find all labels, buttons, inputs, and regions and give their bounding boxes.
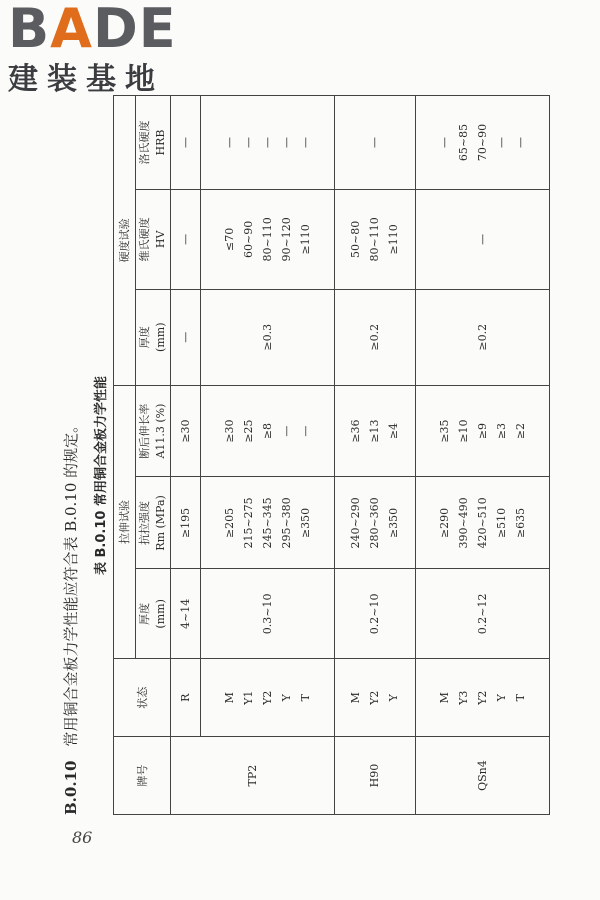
elongation-cell: ≥30 — [171, 385, 201, 477]
grade-cell-qsn4: QSn4 — [416, 737, 550, 815]
logo-wordmark: BADE — [8, 0, 177, 60]
state-cell: R — [171, 659, 201, 737]
hardness-thickness-cell: — — [171, 289, 201, 385]
elongation-cell: ≥36 ≥13 ≥4 — [334, 385, 416, 477]
table-caption: 表 B.0.10 常用铜合金板力学性能 — [94, 376, 109, 575]
header-vickers: 维氏硬度 HV — [136, 189, 171, 289]
hardness-thickness-cell: ≥0.3 — [200, 289, 334, 385]
strength-cell: ≥290 390~490 420~510 ≥510 ≥635 — [416, 477, 550, 569]
header-thickness: 厚度 (mm) — [136, 569, 171, 659]
state-cell: M Y1 Y2 Y T — [200, 659, 334, 737]
section-number: B.0.10 — [62, 760, 80, 815]
vickers-cell: — — [416, 189, 550, 289]
strength-cell: ≥205 215~275 245~345 295~380 ≥350 — [200, 477, 334, 569]
header-tensile-group: 拉伸试验 — [114, 385, 136, 659]
vickers-cell: 50~80 80~110 ≥110 — [334, 189, 416, 289]
rotated-page-content — [60, 75, 580, 815]
state-cell: M Y3 Y2 Y T — [416, 659, 550, 737]
state-cell: M Y2 Y — [334, 659, 416, 737]
header-state: 状态 — [114, 659, 171, 737]
logo-chinese-text: 建装基地 — [8, 62, 164, 97]
header-hardness-group: 硬度试验 — [114, 96, 136, 386]
vickers-cell: ≤70 60~90 80~110 90~120 ≥110 — [200, 189, 334, 289]
page-number: 86 — [72, 828, 93, 847]
elongation-cell: ≥30 ≥25 ≥8 — — — [200, 385, 334, 477]
rockwell-cell: — — [334, 96, 416, 190]
thickness-cell: 0.2~12 — [416, 569, 550, 659]
hardness-thickness-cell: ≥0.2 — [416, 289, 550, 385]
header-row-1 — [114, 96, 136, 815]
thickness-cell: 0.2~10 — [334, 569, 416, 659]
section-text: 常用铜合金板力学性能应符合表 B.0.10 的规定。 — [62, 417, 80, 747]
grade-cell-tp2: TP2 — [171, 737, 335, 815]
table-row-tp2-main — [200, 96, 334, 815]
header-strength: 抗拉强度 Rm (MPa) — [136, 477, 171, 569]
thickness-cell: 4~14 — [171, 569, 201, 659]
table-row-h90 — [334, 96, 416, 815]
rockwell-cell: — — — — — — [200, 96, 334, 190]
header-rockwell: 洛氏硬度 HRB — [136, 96, 171, 190]
header-grade: 牌号 — [114, 737, 171, 815]
header-hardness-thickness: 厚度 (mm) — [136, 289, 171, 385]
rockwell-cell: — 65~85 70~90 — — — [416, 96, 550, 190]
elongation-cell: ≥35 ≥10 ≥9 ≥3 ≥2 — [416, 385, 550, 477]
header-elongation: 断后伸长率 A11.3 (%) — [136, 385, 171, 477]
rockwell-cell: — — [171, 96, 201, 190]
hardness-thickness-cell: ≥0.2 — [334, 289, 416, 385]
strength-cell: ≥195 — [171, 477, 201, 569]
vickers-cell: — — [171, 189, 201, 289]
grade-cell-h90: H90 — [334, 737, 416, 815]
strength-cell: 240~290 280~360 ≥350 — [334, 477, 416, 569]
table-row-qsn4 — [416, 96, 550, 815]
thickness-cell: 0.3~10 — [200, 569, 334, 659]
section-heading — [60, 418, 81, 815]
table-row-tp2-r — [171, 96, 201, 815]
properties-table — [113, 95, 550, 815]
